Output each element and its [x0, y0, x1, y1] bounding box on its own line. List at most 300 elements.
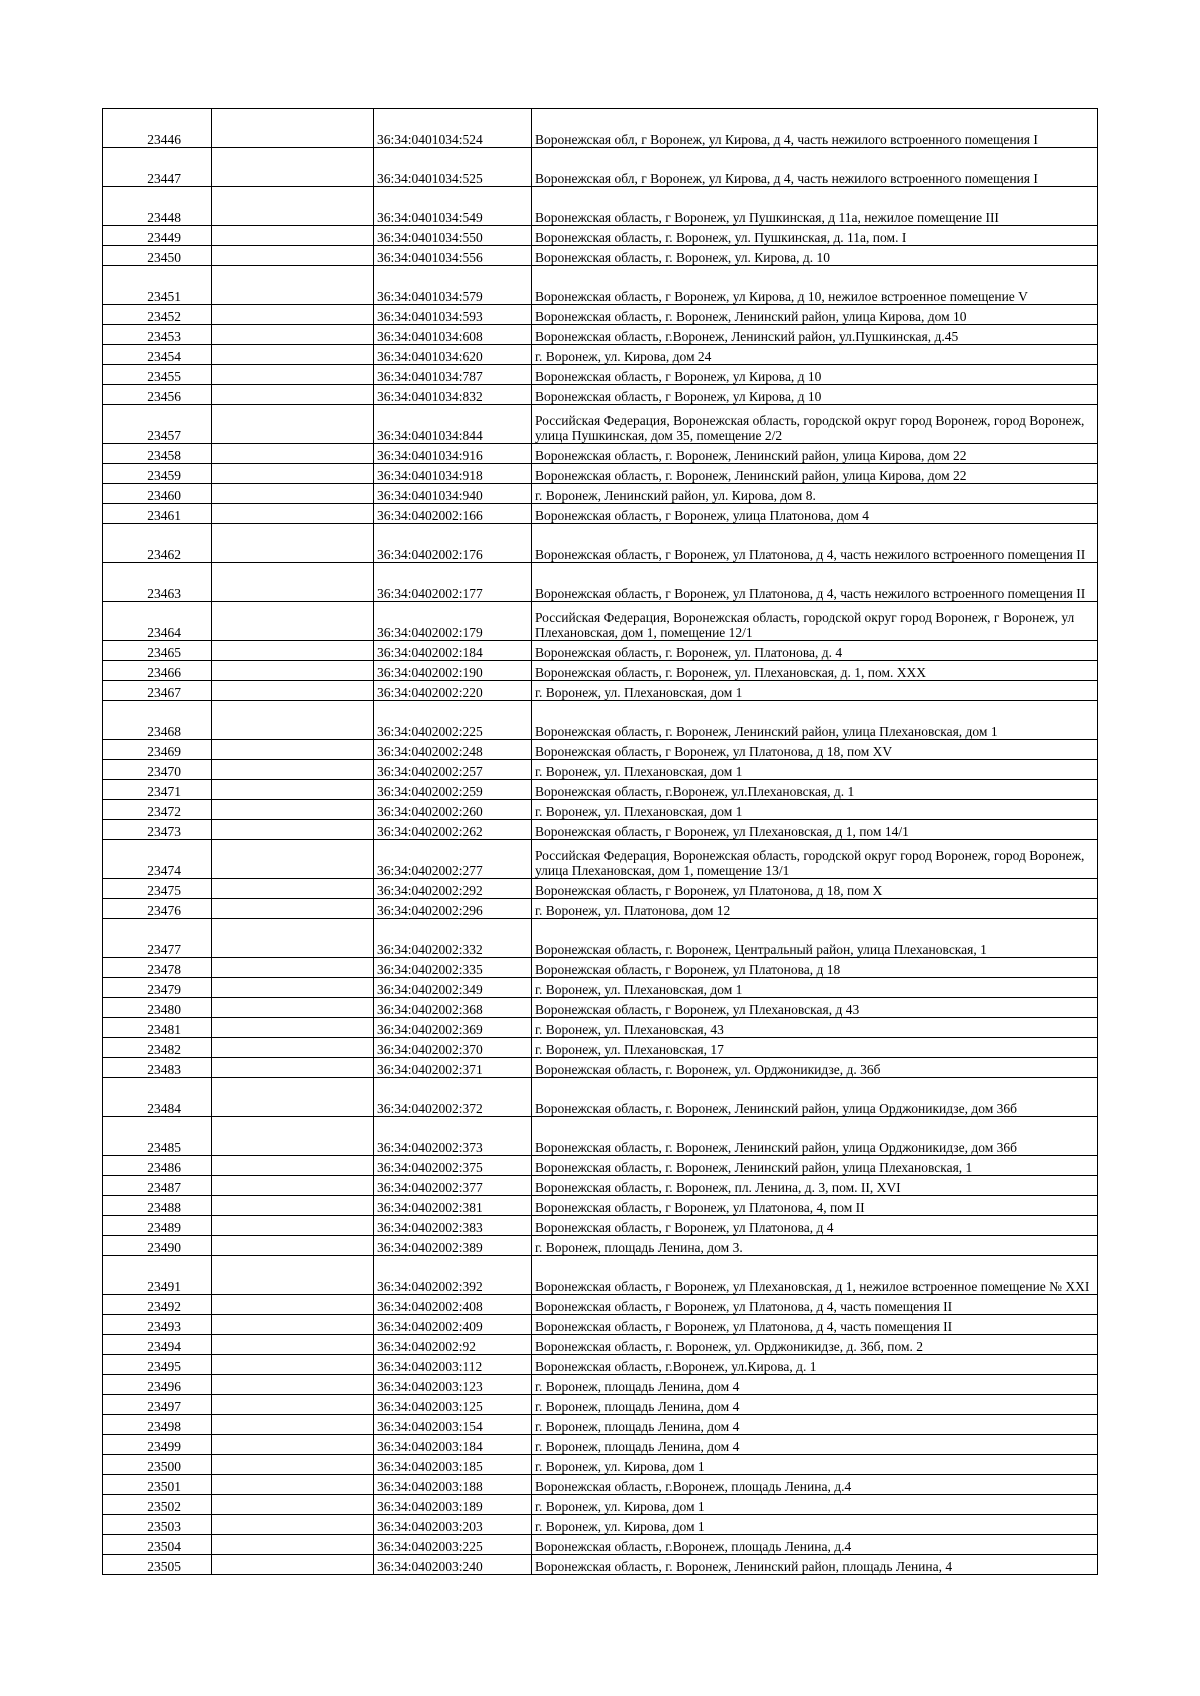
empty-cell [212, 661, 374, 681]
empty-cell [212, 701, 374, 740]
cadastral-number-cell: 36:34:0401034:832 [374, 385, 532, 405]
address-cell: Воронежская область, г Воронеж, ул Плехановская, д 1, пом 14/1 [532, 820, 1098, 840]
row-number-cell: 23447 [103, 148, 212, 187]
row-number-cell: 23478 [103, 958, 212, 978]
address-cell: Российская Федерация, Воронежская область, городской округ город Воронеж, город Воронеж, улица Пушкинская, дом 35, помещение 2/2 [532, 405, 1098, 444]
address-cell: г. Воронеж, площадь Ленина, дом 4 [532, 1415, 1098, 1435]
empty-cell [212, 978, 374, 998]
empty-cell [212, 998, 374, 1018]
empty-cell [212, 305, 374, 325]
empty-cell [212, 780, 374, 800]
row-number-cell: 23483 [103, 1058, 212, 1078]
address-cell: Воронежская область, г Воронеж, ул Кирова, д 10 [532, 385, 1098, 405]
address-cell: Воронежская область, г.Воронеж, ул.Плехановская, д. 1 [532, 780, 1098, 800]
table-row [103, 524, 1098, 563]
table-row [103, 1018, 1098, 1038]
cadastral-number-cell: 36:34:0402003:188 [374, 1475, 532, 1495]
address-cell: Российская Федерация, Воронежская область, городской округ город Воронеж, город Воронеж, улица Плехановская, дом 1, помещение 13/1 [532, 840, 1098, 879]
table-row [103, 504, 1098, 524]
address-cell: Воронежская область, г.Воронеж, Ленинский район, ул.Пушкинская, д.45 [532, 325, 1098, 345]
table-row [103, 1256, 1098, 1295]
table-row [103, 325, 1098, 345]
cadastral-number-cell: 36:34:0402003:125 [374, 1395, 532, 1415]
table-row [103, 840, 1098, 879]
row-number-cell: 23497 [103, 1395, 212, 1415]
row-number-cell: 23471 [103, 780, 212, 800]
cadastral-number-cell: 36:34:0401034:550 [374, 226, 532, 246]
empty-cell [212, 1295, 374, 1315]
address-cell: Воронежская область, г. Воронеж, ул. Платонова, д. 4 [532, 641, 1098, 661]
empty-cell [212, 800, 374, 820]
table-row [103, 780, 1098, 800]
address-cell: г. Воронеж, площадь Ленина, дом 3. [532, 1236, 1098, 1256]
cadastral-number-cell: 36:34:0402002:248 [374, 740, 532, 760]
address-cell: Воронежская область, г. Воронеж, ул. Орджоникидзе, д. 36б [532, 1058, 1098, 1078]
table-row [103, 1236, 1098, 1256]
cadastral-number-cell: 36:34:0402002:179 [374, 602, 532, 641]
table-row [103, 1435, 1098, 1455]
table-row [103, 109, 1098, 148]
table-row [103, 187, 1098, 226]
cadastral-number-cell: 36:34:0401034:556 [374, 246, 532, 266]
table-row [103, 305, 1098, 325]
address-cell: Воронежская обл, г Воронеж, ул Кирова, д 4, часть нежилого встроенного помещения I [532, 109, 1098, 148]
address-cell: г. Воронеж, ул. Плехановская, дом 1 [532, 681, 1098, 701]
row-number-cell: 23450 [103, 246, 212, 266]
row-number-cell: 23488 [103, 1196, 212, 1216]
cadastral-number-cell: 36:34:0402002:292 [374, 879, 532, 899]
cadastral-number-cell: 36:34:0402002:370 [374, 1038, 532, 1058]
empty-cell [212, 1256, 374, 1295]
cadastral-number-cell: 36:34:0401034:593 [374, 305, 532, 325]
table-row [103, 1515, 1098, 1535]
empty-cell [212, 919, 374, 958]
address-cell: Воронежская область, г. Воронеж, Ленинский район, улица Плехановская, дом 1 [532, 701, 1098, 740]
empty-cell [212, 405, 374, 444]
registry-table-body [103, 109, 1098, 1575]
row-number-cell: 23498 [103, 1415, 212, 1435]
row-number-cell: 23492 [103, 1295, 212, 1315]
row-number-cell: 23482 [103, 1038, 212, 1058]
row-number-cell: 23462 [103, 524, 212, 563]
row-number-cell: 23503 [103, 1515, 212, 1535]
table-row [103, 740, 1098, 760]
address-cell: Воронежская область, г.Воронеж, площадь Ленина, д.4 [532, 1475, 1098, 1495]
table-row [103, 1117, 1098, 1156]
cadastral-number-cell: 36:34:0402002:176 [374, 524, 532, 563]
row-number-cell: 23446 [103, 109, 212, 148]
address-cell: Воронежская область, г Воронеж, ул Платонова, д 18, пом XV [532, 740, 1098, 760]
cadastral-number-cell: 36:34:0401034:787 [374, 365, 532, 385]
empty-cell [212, 1535, 374, 1555]
cadastral-number-cell: 36:34:0402002:375 [374, 1156, 532, 1176]
table-row [103, 701, 1098, 740]
row-number-cell: 23504 [103, 1535, 212, 1555]
empty-cell [212, 1355, 374, 1375]
empty-cell [212, 1495, 374, 1515]
empty-cell [212, 1236, 374, 1256]
table-row [103, 1216, 1098, 1236]
row-number-cell: 23449 [103, 226, 212, 246]
table-row [103, 345, 1098, 365]
address-cell: Воронежская область, г. Воронеж, Ленинский район, улица Орджоникидзе, дом 36б [532, 1078, 1098, 1117]
empty-cell [212, 1515, 374, 1535]
address-cell: Воронежская область, г. Воронеж, Ленинский район, улица Орджоникидзе, дом 36б [532, 1117, 1098, 1156]
empty-cell [212, 681, 374, 701]
row-number-cell: 23453 [103, 325, 212, 345]
table-row [103, 385, 1098, 405]
empty-cell [212, 1018, 374, 1038]
empty-cell [212, 1455, 374, 1475]
table-row [103, 1455, 1098, 1475]
table-row [103, 1475, 1098, 1495]
cadastral-number-cell: 36:34:0402002:184 [374, 641, 532, 661]
address-cell: г. Воронеж, ул. Кирова, дом 24 [532, 345, 1098, 365]
row-number-cell: 23495 [103, 1355, 212, 1375]
cadastral-number-cell: 36:34:0402003:189 [374, 1495, 532, 1515]
address-cell: Воронежская область, г Воронеж, ул Плехановская, д 43 [532, 998, 1098, 1018]
row-number-cell: 23457 [103, 405, 212, 444]
row-number-cell: 23467 [103, 681, 212, 701]
empty-cell [212, 504, 374, 524]
address-cell: г. Воронеж, ул. Плехановская, дом 1 [532, 978, 1098, 998]
address-cell: Воронежская область, г.Воронеж, ул.Кирова, д. 1 [532, 1355, 1098, 1375]
cadastral-number-cell: 36:34:0402002:373 [374, 1117, 532, 1156]
cadastral-number-cell: 36:34:0402002:408 [374, 1295, 532, 1315]
cadastral-number-cell: 36:34:0402002:372 [374, 1078, 532, 1117]
cadastral-number-cell: 36:34:0402003:112 [374, 1355, 532, 1375]
cadastral-number-cell: 36:34:0402002:259 [374, 780, 532, 800]
empty-cell [212, 1117, 374, 1156]
table-row [103, 246, 1098, 266]
address-cell: г. Воронеж, ул. Плехановская, дом 1 [532, 760, 1098, 780]
table-row [103, 879, 1098, 899]
empty-cell [212, 226, 374, 246]
empty-cell [212, 840, 374, 879]
row-number-cell: 23459 [103, 464, 212, 484]
address-cell: Воронежская область, г Воронеж, ул Платонова, д 4, часть помещения II [532, 1295, 1098, 1315]
row-number-cell: 23501 [103, 1475, 212, 1495]
row-number-cell: 23475 [103, 879, 212, 899]
table-row [103, 978, 1098, 998]
address-cell: Воронежская область, г.Воронеж, площадь Ленина, д.4 [532, 1535, 1098, 1555]
table-row [103, 681, 1098, 701]
address-cell: Российская Федерация, Воронежская область, городской округ город Воронеж, г Воронеж, ул Плехановская, дом 1, помещение 12/1 [532, 602, 1098, 641]
row-number-cell: 23496 [103, 1375, 212, 1395]
cadastral-number-cell: 36:34:0402002:332 [374, 919, 532, 958]
empty-cell [212, 365, 374, 385]
empty-cell [212, 1176, 374, 1196]
empty-cell [212, 602, 374, 641]
address-cell: Воронежская область, г. Воронеж, Ленинский район, улица Кирова, дом 22 [532, 444, 1098, 464]
cadastral-number-cell: 36:34:0402002:177 [374, 563, 532, 602]
empty-cell [212, 1196, 374, 1216]
row-number-cell: 23485 [103, 1117, 212, 1156]
table-row [103, 1375, 1098, 1395]
row-number-cell: 23502 [103, 1495, 212, 1515]
table-row [103, 1078, 1098, 1117]
row-number-cell: 23458 [103, 444, 212, 464]
empty-cell [212, 1078, 374, 1117]
table-row [103, 800, 1098, 820]
address-cell: Воронежская область, г. Воронеж, Ленинский район, улица Кирова, дом 10 [532, 305, 1098, 325]
cadastral-number-cell: 36:34:0402002:377 [374, 1176, 532, 1196]
empty-cell [212, 1415, 374, 1435]
cadastral-number-cell: 36:34:0401034:844 [374, 405, 532, 444]
table-row [103, 1196, 1098, 1216]
empty-cell [212, 464, 374, 484]
empty-cell [212, 1058, 374, 1078]
cadastral-number-cell: 36:34:0402002:383 [374, 1216, 532, 1236]
cadastral-number-cell: 36:34:0402002:368 [374, 998, 532, 1018]
table-row [103, 661, 1098, 681]
row-number-cell: 23470 [103, 760, 212, 780]
empty-cell [212, 1216, 374, 1236]
address-cell: Воронежская область, г Воронеж, ул Плехановская, д 1, нежилое встроенное помещение № XXI [532, 1256, 1098, 1295]
empty-cell [212, 484, 374, 504]
empty-cell [212, 109, 374, 148]
cadastral-number-cell: 36:34:0402003:184 [374, 1435, 532, 1455]
row-number-cell: 23474 [103, 840, 212, 879]
cadastral-number-cell: 36:34:0402002:190 [374, 661, 532, 681]
empty-cell [212, 187, 374, 226]
row-number-cell: 23476 [103, 899, 212, 919]
empty-cell [212, 444, 374, 464]
cadastral-number-cell: 36:34:0402003:185 [374, 1455, 532, 1475]
table-row [103, 1315, 1098, 1335]
cadastral-number-cell: 36:34:0401034:620 [374, 345, 532, 365]
address-cell: Воронежская область, г Воронеж, улица Платонова, дом 4 [532, 504, 1098, 524]
address-cell: г. Воронеж, площадь Ленина, дом 4 [532, 1435, 1098, 1455]
table-row [103, 405, 1098, 444]
cadastral-number-cell: 36:34:0401034:608 [374, 325, 532, 345]
row-number-cell: 23468 [103, 701, 212, 740]
row-number-cell: 23472 [103, 800, 212, 820]
table-row [103, 1355, 1098, 1375]
table-row [103, 760, 1098, 780]
empty-cell [212, 1475, 374, 1495]
empty-cell [212, 266, 374, 305]
empty-cell [212, 899, 374, 919]
cadastral-number-cell: 36:34:0402002:349 [374, 978, 532, 998]
row-number-cell: 23484 [103, 1078, 212, 1117]
cadastral-number-cell: 36:34:0402002:335 [374, 958, 532, 978]
empty-cell [212, 563, 374, 602]
row-number-cell: 23456 [103, 385, 212, 405]
cadastral-number-cell: 36:34:0402003:203 [374, 1515, 532, 1535]
cadastral-registry-table [102, 108, 1098, 1575]
address-cell: Воронежская область, г Воронеж, ул Платонова, д 4, часть нежилого встроенного помещения II [532, 524, 1098, 563]
empty-cell [212, 524, 374, 563]
empty-cell [212, 740, 374, 760]
row-number-cell: 23463 [103, 563, 212, 602]
address-cell: Воронежская область, г. Воронеж, ул. Орджоникидзе, д. 36б, пом. 2 [532, 1335, 1098, 1355]
table-row [103, 641, 1098, 661]
address-cell: Воронежская область, г Воронеж, ул Платонова, д 4, часть помещения II [532, 1315, 1098, 1335]
cadastral-number-cell: 36:34:0402003:225 [374, 1535, 532, 1555]
row-number-cell: 23489 [103, 1216, 212, 1236]
cadastral-number-cell: 36:34:0402002:389 [374, 1236, 532, 1256]
cadastral-number-cell: 36:34:0402002:262 [374, 820, 532, 840]
address-cell: г. Воронеж, ул. Плехановская, 43 [532, 1018, 1098, 1038]
cadastral-number-cell: 36:34:0402002:166 [374, 504, 532, 524]
address-cell: Воронежская обл, г Воронеж, ул Кирова, д 4, часть нежилого встроенного помещения I [532, 148, 1098, 187]
address-cell: Воронежская область, г. Воронеж, ул. Плехановская, д. 1, пом. XXX [532, 661, 1098, 681]
table-row [103, 1495, 1098, 1515]
empty-cell [212, 1555, 374, 1575]
table-row [103, 1295, 1098, 1315]
cadastral-number-cell: 36:34:0402002:220 [374, 681, 532, 701]
row-number-cell: 23460 [103, 484, 212, 504]
empty-cell [212, 641, 374, 661]
address-cell: г. Воронеж, ул. Платонова, дом 12 [532, 899, 1098, 919]
cadastral-number-cell: 36:34:0402002:371 [374, 1058, 532, 1078]
address-cell: г. Воронеж, ул. Плехановская, 17 [532, 1038, 1098, 1058]
cadastral-number-cell: 36:34:0402002:409 [374, 1315, 532, 1335]
table-row [103, 1038, 1098, 1058]
row-number-cell: 23494 [103, 1335, 212, 1355]
address-cell: Воронежская область, г Воронеж, ул Кирова, д 10 [532, 365, 1098, 385]
cadastral-number-cell: 36:34:0401034:524 [374, 109, 532, 148]
empty-cell [212, 1335, 374, 1355]
empty-cell [212, 1156, 374, 1176]
address-cell: г. Воронеж, площадь Ленина, дом 4 [532, 1395, 1098, 1415]
empty-cell [212, 325, 374, 345]
table-row [103, 820, 1098, 840]
cadastral-number-cell: 36:34:0401034:940 [374, 484, 532, 504]
address-cell: Воронежская область, г. Воронеж, Центральный район, улица Плехановская, 1 [532, 919, 1098, 958]
table-row [103, 365, 1098, 385]
row-number-cell: 23451 [103, 266, 212, 305]
row-number-cell: 23465 [103, 641, 212, 661]
row-number-cell: 23486 [103, 1156, 212, 1176]
table-row [103, 464, 1098, 484]
empty-cell [212, 385, 374, 405]
empty-cell [212, 760, 374, 780]
table-row [103, 919, 1098, 958]
row-number-cell: 23505 [103, 1555, 212, 1575]
row-number-cell: 23469 [103, 740, 212, 760]
empty-cell [212, 1038, 374, 1058]
table-row [103, 958, 1098, 978]
empty-cell [212, 820, 374, 840]
address-cell: Воронежская область, г Воронеж, ул Пушкинская, д 11а, нежилое помещение III [532, 187, 1098, 226]
row-number-cell: 23477 [103, 919, 212, 958]
row-number-cell: 23464 [103, 602, 212, 641]
cadastral-number-cell: 36:34:0402002:257 [374, 760, 532, 780]
address-cell: Воронежская область, г Воронеж, ул Платонова, д 4, часть нежилого встроенного помещения II [532, 563, 1098, 602]
empty-cell [212, 1315, 374, 1335]
address-cell: г. Воронеж, ул. Кирова, дом 1 [532, 1455, 1098, 1475]
row-number-cell: 23499 [103, 1435, 212, 1455]
table-row [103, 1156, 1098, 1176]
address-cell: Воронежская область, г. Воронеж, Ленинский район, площадь Ленина, 4 [532, 1555, 1098, 1575]
cadastral-number-cell: 36:34:0402002:277 [374, 840, 532, 879]
address-cell: Воронежская область, г Воронеж, ул Платонова, д 18 [532, 958, 1098, 978]
table-row [103, 1335, 1098, 1355]
table-row [103, 1395, 1098, 1415]
cadastral-number-cell: 36:34:0402003:240 [374, 1555, 532, 1575]
table-row [103, 444, 1098, 464]
address-cell: г. Воронеж, Ленинский район, ул. Кирова, дом 8. [532, 484, 1098, 504]
empty-cell [212, 1375, 374, 1395]
empty-cell [212, 958, 374, 978]
cadastral-number-cell: 36:34:0402002:381 [374, 1196, 532, 1216]
row-number-cell: 23479 [103, 978, 212, 998]
row-number-cell: 23493 [103, 1315, 212, 1335]
empty-cell [212, 1435, 374, 1455]
address-cell: г. Воронеж, площадь Ленина, дом 4 [532, 1375, 1098, 1395]
table-row [103, 148, 1098, 187]
table-row [103, 1555, 1098, 1575]
address-cell: г. Воронеж, ул. Плехановская, дом 1 [532, 800, 1098, 820]
empty-cell [212, 246, 374, 266]
table-row [103, 563, 1098, 602]
row-number-cell: 23490 [103, 1236, 212, 1256]
address-cell: Воронежская область, г. Воронеж, ул. Пушкинская, д. 11а, пом. I [532, 226, 1098, 246]
table-row [103, 1535, 1098, 1555]
cadastral-number-cell: 36:34:0401034:579 [374, 266, 532, 305]
table-row [103, 1058, 1098, 1078]
row-number-cell: 23491 [103, 1256, 212, 1295]
cadastral-number-cell: 36:34:0402002:392 [374, 1256, 532, 1295]
address-cell: Воронежская область, г. Воронеж, Ленинский район, улица Плехановская, 1 [532, 1156, 1098, 1176]
table-row [103, 484, 1098, 504]
table-row [103, 998, 1098, 1018]
address-cell: Воронежская область, г Воронеж, ул Платонова, 4, пом II [532, 1196, 1098, 1216]
row-number-cell: 23473 [103, 820, 212, 840]
address-cell: Воронежская область, г Воронеж, ул Платонова, д 4 [532, 1216, 1098, 1236]
table-row [103, 1176, 1098, 1196]
address-cell: Воронежская область, г. Воронеж, ул. Кирова, д. 10 [532, 246, 1098, 266]
row-number-cell: 23452 [103, 305, 212, 325]
row-number-cell: 23461 [103, 504, 212, 524]
cadastral-number-cell: 36:34:0402002:225 [374, 701, 532, 740]
row-number-cell: 23454 [103, 345, 212, 365]
cadastral-number-cell: 36:34:0402003:154 [374, 1415, 532, 1435]
address-cell: г. Воронеж, ул. Кирова, дом 1 [532, 1515, 1098, 1535]
cadastral-number-cell: 36:34:0401034:549 [374, 187, 532, 226]
address-cell: Воронежская область, г Воронеж, ул Платонова, д 18, пом X [532, 879, 1098, 899]
row-number-cell: 23466 [103, 661, 212, 681]
row-number-cell: 23487 [103, 1176, 212, 1196]
row-number-cell: 23480 [103, 998, 212, 1018]
row-number-cell: 23448 [103, 187, 212, 226]
address-cell: Воронежская область, г Воронеж, ул Кирова, д 10, нежилое встроенное помещение V [532, 266, 1098, 305]
table-row [103, 899, 1098, 919]
row-number-cell: 23500 [103, 1455, 212, 1475]
cadastral-number-cell: 36:34:0402003:123 [374, 1375, 532, 1395]
table-row [103, 602, 1098, 641]
row-number-cell: 23455 [103, 365, 212, 385]
cadastral-number-cell: 36:34:0401034:525 [374, 148, 532, 187]
empty-cell [212, 345, 374, 365]
cadastral-number-cell: 36:34:0401034:916 [374, 444, 532, 464]
table-row [103, 226, 1098, 246]
address-cell: Воронежская область, г. Воронеж, Ленинский район, улица Кирова, дом 22 [532, 464, 1098, 484]
table-row [103, 266, 1098, 305]
cadastral-number-cell: 36:34:0402002:296 [374, 899, 532, 919]
cadastral-number-cell: 36:34:0402002:260 [374, 800, 532, 820]
empty-cell [212, 1395, 374, 1415]
address-cell: Воронежская область, г. Воронеж, пл. Ленина, д. 3, пом. II, XVI [532, 1176, 1098, 1196]
empty-cell [212, 879, 374, 899]
empty-cell [212, 148, 374, 187]
cadastral-number-cell: 36:34:0401034:918 [374, 464, 532, 484]
address-cell: г. Воронеж, ул. Кирова, дом 1 [532, 1495, 1098, 1515]
row-number-cell: 23481 [103, 1018, 212, 1038]
cadastral-number-cell: 36:34:0402002:92 [374, 1335, 532, 1355]
